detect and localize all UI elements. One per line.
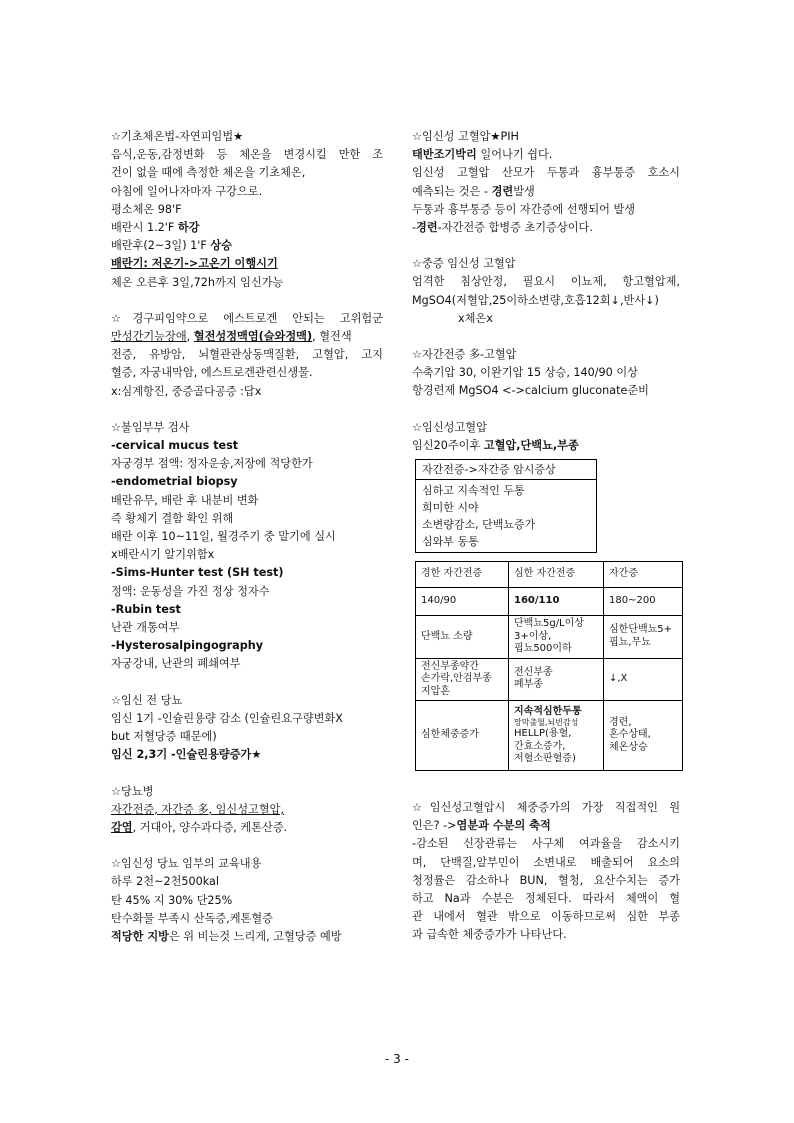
table-header: 경한 자간전증 xyxy=(416,562,509,588)
warning-signs-list xyxy=(416,480,596,552)
section-title: ☆임신성 당뇨 임부의 교육내용 xyxy=(111,857,262,871)
cell-line: 단백뇨 소량 xyxy=(421,630,473,642)
table-header: 자간증 xyxy=(604,562,683,588)
table-cell xyxy=(416,658,509,701)
text-line: 임신20주이후 고혈압,단백뇨,부종 xyxy=(412,438,579,452)
table-header: 심한 자간전증 xyxy=(509,562,604,588)
text-line: 태반조기박리 일어나기 쉽다. xyxy=(412,148,553,162)
table-cell xyxy=(604,588,683,616)
section-title: ☆자간전증 多-고혈압 xyxy=(412,348,517,362)
table-cell xyxy=(416,616,509,659)
cell-line: 혼수상태, xyxy=(609,729,651,741)
cell-line: 180~200 xyxy=(609,595,656,607)
table-row xyxy=(416,588,683,616)
cell-line: 단백뇨5g/L이상 xyxy=(514,618,584,630)
text-line: 자간전증, 자간증 多, 임신성고혈압, xyxy=(111,802,285,816)
cell-line: 체온상승 xyxy=(609,741,648,753)
text-line: but 저혈당증 때문에) xyxy=(111,730,217,744)
text-line: 배란기: 저온기->고온기 이행시기 xyxy=(111,257,278,271)
text-line: x:심계항진, 중증골다공증 :답x xyxy=(111,384,262,398)
cell-line: 지속적심한두통 xyxy=(514,705,582,717)
text-line: 배란유무, 배란 후 내분비 변화 xyxy=(111,493,259,507)
cell-line: HELLP(용혈, xyxy=(514,728,572,740)
table-cell xyxy=(509,658,604,701)
cell-line: 140/90 xyxy=(421,595,457,607)
text-line: 체온 오른후 3일,72h까지 임신가능 xyxy=(111,275,284,289)
text-line: 음식,운동,감정변화 등 체온을 변경시킬 만한 조 xyxy=(111,148,383,162)
right-column xyxy=(412,128,680,945)
section-title: ☆당뇨병 xyxy=(111,784,154,798)
cell-line: 핍뇨,무뇨 xyxy=(609,636,651,648)
text-line: 자궁경부 점액: 정자운송,저장에 적당한가 xyxy=(111,457,313,471)
cell-line: 경련, xyxy=(609,716,632,728)
section-title: ☆기초체온법-자연피임법★ xyxy=(111,130,244,143)
table-row xyxy=(416,616,683,659)
text-line: 즉 황체기 결함 확인 위해 xyxy=(111,511,234,525)
text-line: 임신 1기 -인슐린용량 감소 (인슐린요구량변화X xyxy=(111,711,343,725)
cell-line: 간효소증가, xyxy=(514,740,566,752)
text-line: 과 급속한 체중증가가 나타난다. xyxy=(412,928,567,942)
cell-line: 손가락,안검부종 xyxy=(421,673,492,685)
section-title: ☆임신성고혈압시 체중증가의 가장 직접적인 원 xyxy=(412,801,680,815)
cell-line: 망막출혈,뇌빈감성 xyxy=(514,718,579,728)
test-name: -Sims-Hunter test (SH test) xyxy=(111,566,284,580)
list-item: 심하고 지속적인 두통 xyxy=(422,484,525,498)
cell-line: 전신부종 xyxy=(514,666,553,678)
test-name: -cervical mucus test xyxy=(111,439,239,453)
text-line: 정액: 운동성을 가진 정상 정자수 xyxy=(111,584,270,598)
cell-line: 전신부종약간 xyxy=(421,660,479,672)
table-row xyxy=(416,658,683,701)
cell-line: 핍뇨500이하 xyxy=(514,643,572,655)
infertility-list xyxy=(111,437,383,674)
text-line: 건이 없을 때에 측정한 체온을 기초체온, xyxy=(111,166,306,180)
section-title: ☆경구피임약으로 에스트로겐 안되는 고위험군 xyxy=(111,311,383,325)
table-cell xyxy=(604,658,683,701)
section-title: ☆불임부부 검사 xyxy=(111,420,190,434)
text-line: 난관 개통여부 xyxy=(111,621,180,635)
text-line: 하고 Na과 수분은 정체된다. 따라서 체액이 혈 xyxy=(412,892,680,906)
section-title: ☆중증 임신성 고혈압 xyxy=(412,257,516,271)
text-line: 자궁강내, 난관의 폐쇄여부 xyxy=(111,657,241,671)
cell-line: 지압흔 xyxy=(421,685,450,697)
cell-line: 심한체중증가 xyxy=(421,729,479,741)
text-line: 탄수화물 부족시 산독증,케톤혈증 xyxy=(111,911,273,925)
text-line: 아침에 일어나자마자 구강으로. xyxy=(111,184,263,198)
list-item: 소변량감소, 단백뇨증가 xyxy=(422,518,536,532)
text-line: 적당한 지방은 위 비는것 느리게, 고혈당증 예방 xyxy=(111,929,342,943)
table-cell xyxy=(604,616,683,659)
text-line: 인은? ->염분과 수분의 축적 xyxy=(412,819,551,833)
table-cell xyxy=(604,701,683,771)
text-line: 수축기압 30, 이완기압 15 상승, 140/90 이상 xyxy=(412,366,638,380)
text-line: 엄격한 침상안정, 필요시 이뇨제, 항고혈압제, xyxy=(412,275,680,289)
text-line: 탄 45% 지 30% 단25% xyxy=(111,893,233,907)
text-line: 항경련제 MgSO4 <->calcium gluconate준비 xyxy=(412,384,649,398)
text-line: 예측되는 것은 - 경련발생 xyxy=(412,184,535,198)
cell-line: 160/110 xyxy=(514,595,560,607)
text-line: 평소체온 98'F xyxy=(111,202,182,216)
text-line: 임신성 고혈압 산모가 두통과 흉부통증 호소시 xyxy=(412,166,680,180)
cell-line: 폐부종 xyxy=(514,679,543,691)
table-cell xyxy=(416,588,509,616)
text-line: -감소된 신장관류는 사구체 여과율을 감소시키 xyxy=(412,837,680,851)
list-item: 심와부 동통 xyxy=(422,535,479,549)
warning-signs-header: 자간전증->자간증 암시증상 xyxy=(416,460,596,480)
section-title: ☆임신성고혈압 xyxy=(412,420,487,434)
test-name: -Rubin test xyxy=(111,602,181,616)
cell-line: 심한단백뇨5+ xyxy=(609,624,673,636)
comparison-table xyxy=(415,561,683,771)
cell-line: ↓,X xyxy=(609,673,628,685)
left-column xyxy=(111,128,383,946)
table-cell xyxy=(416,701,509,771)
table-header-row xyxy=(416,562,683,588)
section-title: ☆임신 전 당뇨 xyxy=(111,693,183,707)
table-cell xyxy=(509,588,604,616)
text-line: 혈증, 자궁내막암, 에스트로겐관련신생물. xyxy=(111,366,313,380)
text-line: 관 내에서 혈관 밖으로 이동하므로써 심한 부종 xyxy=(412,910,680,924)
test-name: -endometrial biopsy xyxy=(111,475,238,489)
text-line: 감염, 거대아, 양수과다증, 케톤산증. xyxy=(111,820,288,834)
table-cell xyxy=(509,701,604,771)
cell-line: 3+이상, xyxy=(514,630,552,642)
text-line: x체온x xyxy=(458,311,493,325)
page-number: - 3 - xyxy=(385,1052,409,1066)
text-line: 청정률은 감소하나 BUN, 혈청, 요산수치는 증가 xyxy=(412,873,680,887)
text-line: 배란 이후 10~11일, 월경주기 중 말기에 실시 xyxy=(111,530,336,544)
text-line: 전증, 유방암, 뇌혈관관상동맥질환, 고혈압, 고지 xyxy=(111,348,383,362)
table-row xyxy=(416,701,683,771)
text-line: -경련-자간전증 합병증 초기증상이다. xyxy=(412,221,593,235)
section-title: ☆임신성 고혈압★PIH xyxy=(412,130,519,143)
test-name: -Hysterosalpingography xyxy=(111,639,263,653)
text-line: 임신 2,3기 -인슐린용량증가★ xyxy=(111,748,262,762)
text-line: MgSO4(저혈압,25이하소변량,호흡12회↓,반사↓) xyxy=(412,293,659,307)
text-line: 배란후(2~3일) 1'F 상승 xyxy=(111,239,232,253)
list-item: 희미한 시야 xyxy=(422,501,479,515)
text-line: x배란시기 알기위함x xyxy=(111,548,215,562)
text-line: 만성간기능장애, 혈전성정맥염(슬와정맥), 혈전색 xyxy=(111,330,352,344)
text-line: 배란시 1.2'F 하강 xyxy=(111,221,200,235)
warning-signs-box xyxy=(415,459,597,553)
text-line: 두통과 흉부통증 등이 자간증에 선행되어 발생 xyxy=(412,202,636,216)
table-cell xyxy=(509,616,604,659)
cell-line: 저혈소판혈증) xyxy=(514,753,576,765)
text-line: 며, 단백질,알부민이 소변내로 배출되어 요소의 xyxy=(412,855,680,869)
text-line: 하루 2천~2천500kal xyxy=(111,875,219,889)
